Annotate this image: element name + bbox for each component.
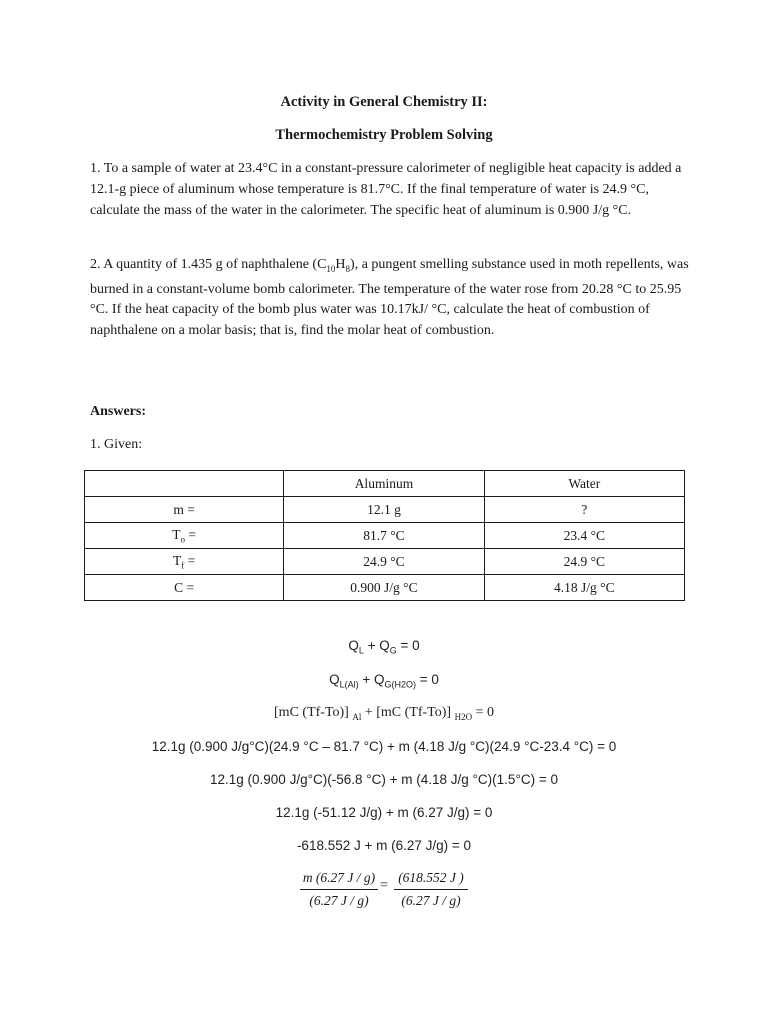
row-label: m = [85, 497, 284, 523]
table-header-cell: Aluminum [284, 471, 484, 497]
answers-heading: Answers: [90, 404, 146, 419]
eq-subscript: L [358, 645, 364, 656]
left-fraction [300, 868, 378, 911]
eq-subscript: L(Al) [339, 679, 359, 690]
right-denominator: (6.27 J / g) [401, 893, 461, 908]
aluminum-cell: 12.1 g [284, 497, 484, 523]
eq-term: = 0 [396, 638, 420, 653]
eq-term: Q [348, 638, 359, 653]
fraction-bar [300, 889, 378, 890]
given-table [84, 470, 685, 601]
eq-subscript: H2O [454, 711, 473, 722]
document-title: Activity in General Chemistry II: [280, 94, 488, 110]
fraction-bar [394, 889, 468, 890]
equation-7: -618.552 J + m (6.27 J/g) = 0 [296, 838, 472, 853]
eq-term: = 0 [472, 705, 494, 720]
table-row [85, 497, 685, 523]
eq-term: + Q [358, 672, 385, 687]
equation-4: 12.1g (0.900 J/g°C)(24.9 °C – 81.7 °C) + m (4.18 J/g °C)(24.9 °C-23.4 °C) = 0 [151, 739, 617, 754]
document-subtitle: Thermochemistry Problem Solving [275, 127, 493, 143]
water-cell: 24.9 °C [484, 549, 684, 575]
eq-term: + [mC (Tf-To)] [361, 705, 455, 720]
equation-5: 12.1g (0.900 J/g°C)(-56.8 °C) + m (4.18 J/g °C)(1.5°C) = 0 [210, 772, 558, 787]
row-label-subscript: o [180, 534, 185, 545]
table-row [85, 523, 685, 549]
equation-3 [0, 705, 768, 722]
water-cell: 23.4 °C [484, 523, 684, 549]
eq-subscript: G(H2O) [384, 679, 416, 690]
row-label-text: T [172, 526, 181, 542]
equation-1 [0, 638, 768, 656]
right-numerator: (618.552 J ) [398, 870, 464, 885]
eq-term: [mC (Tf-To)] [274, 705, 353, 720]
row-label-suffix: = [184, 552, 196, 568]
table-header-row [85, 471, 685, 497]
row-label-text: T [172, 552, 182, 568]
water-cell: ? [484, 497, 684, 523]
row-label: C = [85, 575, 284, 601]
fraction-equation [300, 868, 470, 914]
eq-term: = 0 [416, 672, 439, 687]
aluminum-cell: 0.900 J/g °C [284, 575, 484, 601]
equals-sign: = [380, 878, 388, 893]
problem-1-text: 1. To a sample of water at 23.4°C in a constant-pressure calorimeter of negligible heat capacity is added a 12.1-g piece of aluminum whose temperature is 81.7°C. If the final temperature of water is 24.9 °C, calculate the mass of the water in the calorimeter. The specific heat of aluminum is 0.900 J/g °C. [90, 161, 682, 218]
problem-2-text-start: 2. A quantity of 1.435 g of naphthalene (C [90, 257, 327, 272]
row-label [85, 523, 284, 549]
eq-term: Q [329, 672, 340, 687]
eq-subscript: G [389, 645, 397, 656]
water-cell: 4.18 J/g °C [484, 575, 684, 601]
formula-subscript-hydrogen: 8 [345, 263, 351, 274]
eq-subscript: Al [352, 711, 362, 722]
given-label: 1. Given: [90, 437, 143, 452]
aluminum-cell: 24.9 °C [284, 549, 484, 575]
problem-2-text-end: ), a pungent smelling substance used in moth repellents, was burned in a constant-volume bomb calorimeter. The temperature of the water rose from 20.28 °C to 25.95 °C. If the heat capacity of the bomb plus water was 10.17kJ/ °C, calculate the heat of combustion of naphthalene on a molar basis; that is, find the molar heat of combustion. [90, 257, 689, 339]
table-row [85, 549, 685, 575]
formula-subscript-carbon: 10 [326, 263, 336, 274]
problem-2-text [90, 255, 690, 342]
left-denominator: (6.27 J / g) [309, 893, 369, 908]
equation-2 [0, 672, 768, 690]
left-numerator: m (6.27 J / g) [302, 870, 376, 885]
table-header-cell [85, 471, 284, 497]
aluminum-cell: 81.7 °C [284, 523, 484, 549]
right-fraction [394, 868, 468, 911]
table-row [85, 575, 685, 601]
table-header-cell: Water [484, 471, 684, 497]
row-label-suffix: = [184, 526, 196, 542]
formula-hydrogen: H [335, 257, 346, 272]
equation-6: 12.1g (-51.12 J/g) + m (6.27 J/g) = 0 [275, 805, 493, 820]
row-label-subscript: f [181, 560, 185, 571]
eq-term: + Q [363, 638, 390, 653]
row-label [85, 549, 284, 575]
